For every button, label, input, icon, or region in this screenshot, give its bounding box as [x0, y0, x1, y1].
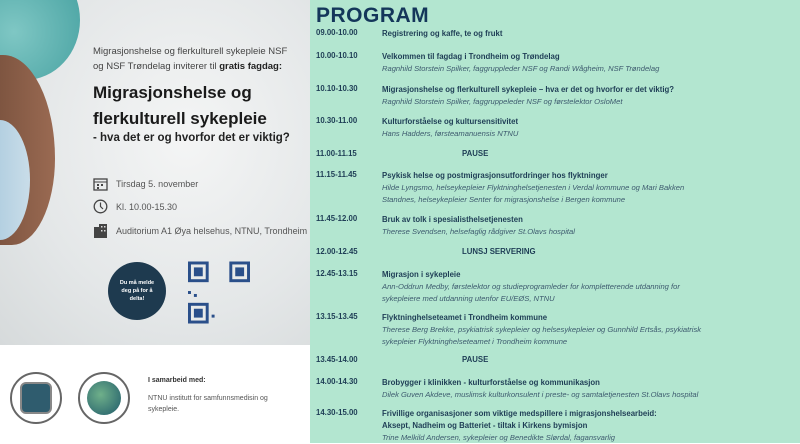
collab-text: NTNU institutt for samfunnsmedisin og sykepleie.: [148, 395, 268, 413]
program-time: 10.00-10.10: [316, 51, 358, 60]
logo-emblem: [20, 382, 52, 414]
program-item-title: Kulturforståelse og kultursensitivitet: [382, 117, 519, 126]
program-speaker: Hans Hadders, førsteamanuensis NTNU: [382, 129, 519, 138]
program-speaker: sykepleiere med utdanning utenfor EU/EØS, NTNU: [382, 294, 555, 303]
time-info: [93, 199, 177, 214]
program-break: LUNSJ SERVERING: [462, 247, 536, 256]
program-time: 12.00-12.45: [316, 247, 358, 256]
program-time: 14.00-14.30: [316, 377, 358, 386]
program-time: 11.00-11.15: [316, 149, 357, 158]
flyer-panel: [0, 0, 310, 443]
intro-bold: gratis fagdag:: [219, 61, 282, 72]
program-break: PAUSE: [462, 355, 489, 364]
program-speaker: Therese Svendsen, helsefaglig rådgiver St.Olavs hospital: [382, 227, 575, 236]
program-time: 13.45-14.00: [316, 355, 358, 364]
event-subtitle: - hva det er og hvorfor det er viktig?: [93, 132, 290, 144]
program-speaker: Dilek Guven Akdeve, muslimsk kulturkonsulent i preste- og samtaletjenesten St.Olavs hospital: [382, 390, 699, 399]
program-time: 11.15-11.45: [316, 170, 357, 179]
time-text: Kl. 10.00-15.30: [116, 201, 178, 212]
intro-line: og NSF Trøndelag inviterer til: [93, 61, 220, 72]
program-content: [382, 28, 792, 40]
program-time: 10.30-11.00: [316, 116, 358, 125]
program-time: 09.00-10.00: [316, 28, 358, 37]
program-content: [382, 312, 792, 348]
intro-text: [93, 44, 287, 74]
program-item-title: Migrasjonshelse og flerkulturell sykepleie – hva er det og hvorfor er det viktig?: [382, 85, 675, 94]
title-line: flerkulturell sykepleie: [93, 109, 267, 128]
program-content: [382, 214, 792, 238]
registration-badge: [108, 262, 166, 320]
program-content: [382, 51, 792, 75]
title-line: Migrasjonshelse og: [93, 83, 252, 102]
program-item-title: Migrasjon i sykepleie: [382, 270, 461, 279]
program-time: 12.45-13.15: [316, 269, 358, 278]
clock-icon: [93, 199, 108, 214]
program-speaker: Therese Berg Brekke, psykiatrisk sykepleier og helsesykepleier og Gunnhild Ertsås, psykiatrisk: [382, 325, 702, 334]
event-title: [93, 80, 267, 132]
badge-text: Du må melde deg på for å delta!: [119, 280, 155, 302]
program-time: 13.15-13.45: [316, 312, 358, 321]
program-speaker: Standnes, helseykepleier Senter for migrasjonshelse i Bergen kommune: [382, 195, 626, 204]
qr-code[interactable]: [188, 260, 250, 325]
program-speaker: Trine Melkild Andersen, sykepleier og Benedikte Slørdal, fagansvarlig: [382, 433, 615, 442]
program-title: PROGRAM: [316, 4, 430, 27]
program-speaker: Hilde Lyngsmo, helseykepleier Flyktninghelsetjenesten i Verdal kommune og Mari Bakken: [382, 183, 685, 192]
program-content: [382, 170, 792, 206]
intro-line: Migrasjonshelse og flerkulturell sykepleie NSF: [93, 46, 288, 57]
program-time: 10.10-10.30: [316, 84, 358, 93]
date-info: [93, 176, 198, 191]
program-content: [382, 269, 792, 305]
calendar-icon: [93, 176, 108, 191]
program-item-title: Frivillige organisasjoner som viktige medspillere i migrasjonshelsearbeid:: [382, 409, 657, 418]
program-break: PAUSE: [462, 149, 489, 158]
globe-logo: [78, 372, 130, 424]
date-text: Tirsdag 5. november: [116, 178, 199, 189]
location-text: Auditorium A1 Øya helsehus, NTNU, Trondheim: [116, 225, 308, 236]
program-speaker: Ragnhild Storstein Spilker, faggruppeleder NSF og førstelektor OsloMet: [382, 97, 623, 106]
program-speaker: sykepleier Flyktninghelseteamet i Trondheim kommune: [382, 337, 568, 346]
program-panel: [310, 0, 800, 443]
program-item-title: Brobygger i klinikken - kulturforståelse og kommunikasjon: [382, 378, 600, 387]
program-time: 14.30-15.00: [316, 408, 358, 417]
location-info: [93, 223, 307, 238]
building-icon: [93, 223, 108, 238]
program-time: 11.45-12.00: [316, 214, 358, 223]
flyer-hero: [0, 0, 310, 345]
faggruppe-logo: [10, 372, 62, 424]
program-content: [382, 377, 792, 401]
program-speaker: Ann-Oddrun Medby, førstelektor og studieprogramleder for kompletterende utdanning for: [382, 282, 680, 291]
collab-title: I samarbeid med:: [148, 377, 206, 384]
program-content: [382, 408, 792, 444]
program-content: [382, 116, 792, 140]
program-item-title: Aksept, Nadheim og Batteriet - tiltak i Kirkens bymisjon: [382, 421, 588, 430]
program-item-title: Psykisk helse og postmigrasjonsutfordringer hos flyktninger: [382, 171, 608, 180]
program-content: [382, 84, 792, 108]
program-speaker: Ragnhild Storstein Spilker, faggruppleder NSF og Randi Wågheim, NSF Trøndelag: [382, 64, 660, 73]
program-item-title: Bruk av tolk i spesialisthelsetjenesten: [382, 215, 523, 224]
globe-icon: [87, 381, 121, 415]
program-item-title: Registrering og kaffe, te og frukt: [382, 29, 503, 38]
program-item-title: Velkommen til fagdag i Trondheim og Trøndelag: [382, 52, 560, 61]
program-item-title: Flyktninghelseteamet i Trondheim kommune: [382, 313, 548, 322]
